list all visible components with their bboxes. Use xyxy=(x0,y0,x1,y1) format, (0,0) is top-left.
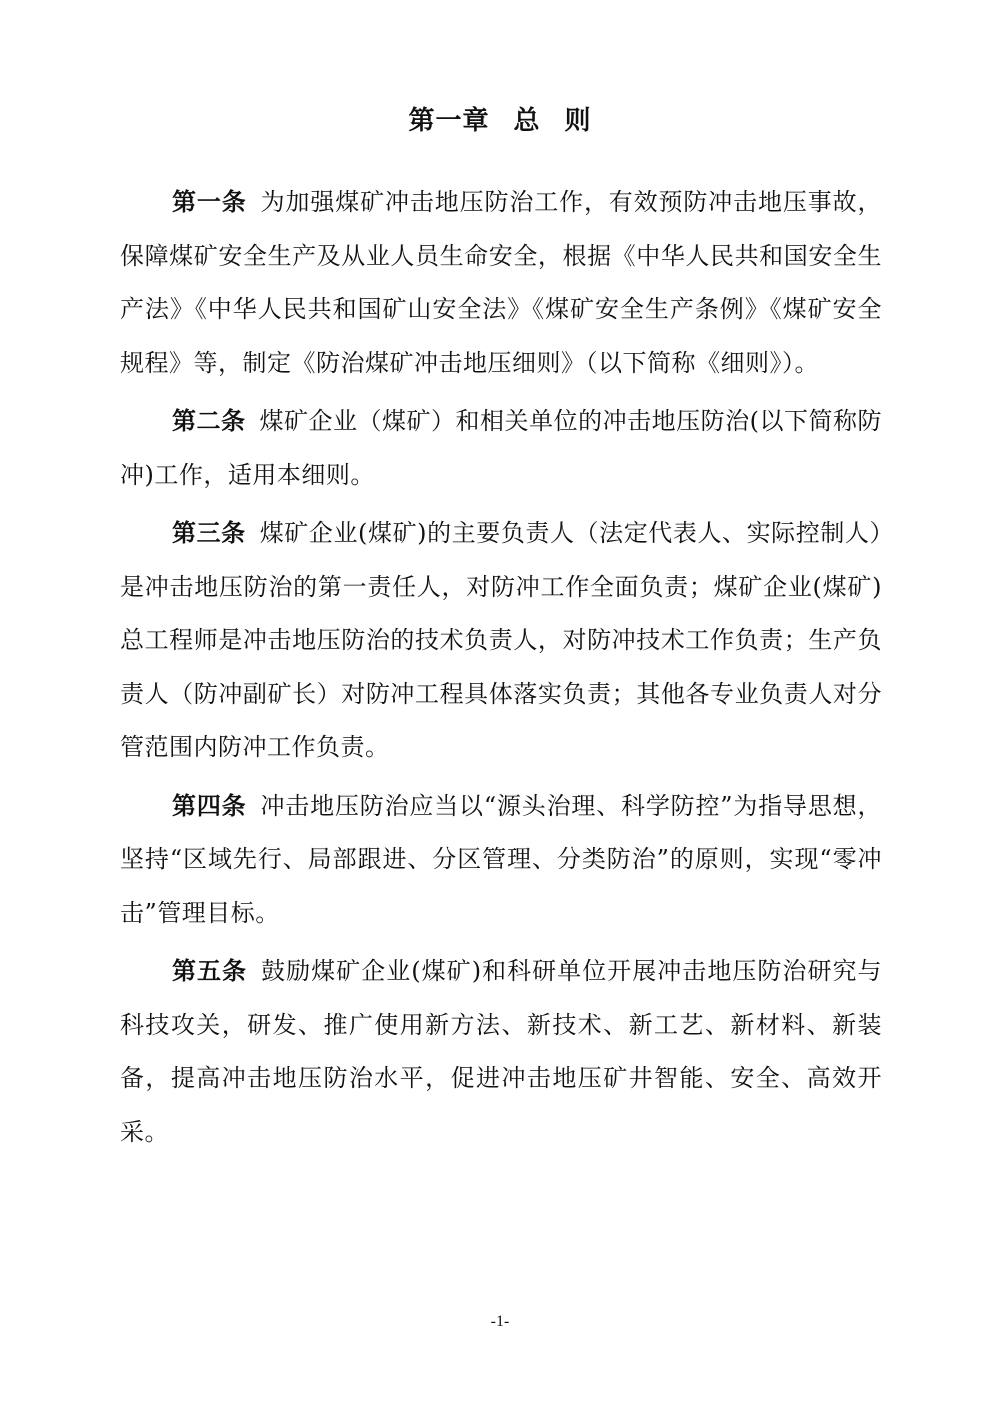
article-text: 鼓励煤矿企业(煤矿)和科研单位开展冲击地压防治研究与科技攻关，研发、推广使用新方法、新技术、新工艺、新材料、新装备，提高冲击地压防治水平，促进冲击地压矿井智能、安全、高效开采。 xyxy=(120,957,883,1146)
article-3 xyxy=(120,507,882,775)
article-text: 为加强煤矿冲击地压防治工作，有效预防冲击地压事故，保障煤矿安全生产及从业人员生命安全，根据《中华人民共和国安全生产法》《中华人民共和国矿山安全法》《煤矿安全生产条例》《煤矿安全规程》等，制定《防治煤矿冲击地压细则》（以下简称《细则》）。 xyxy=(120,188,883,377)
article-5 xyxy=(120,945,882,1159)
article-label: 第一条 xyxy=(172,188,247,216)
article-4 xyxy=(120,780,882,941)
article-text: 冲击地压防治应当以“源头治理、科学防控”为指导思想，坚持“区域先行、局部跟进、分区管理、分类防治”的原则，实现“零冲击”管理目标。 xyxy=(120,791,882,927)
article-label: 第五条 xyxy=(172,957,248,985)
article-label: 第二条 xyxy=(172,407,246,435)
article-1 xyxy=(120,176,882,390)
article-text: 煤矿企业（煤矿）和相关单位的冲击地压防治(以下简称防冲)工作，适用本细则。 xyxy=(120,407,882,489)
article-label: 第三条 xyxy=(172,519,246,547)
article-2 xyxy=(120,395,882,502)
chapter-title: 第一章 总 则 xyxy=(408,106,592,136)
page-number: -1- xyxy=(490,1313,510,1330)
article-text: 煤矿企业(煤矿)的主要负责人（法定代表人、实际控制人）是冲击地压防治的第一责任人，对防冲工作全面负责；煤矿企业(煤矿)总工程师是冲击地压防治的技术负责人，对防冲技术工作负责；生产负责人（防冲副矿长）对防冲工程具体落实负责；其他各专业负责人对分管范围内防冲工作负责。 xyxy=(120,519,882,761)
article-label: 第四条 xyxy=(172,791,247,820)
article-list xyxy=(120,176,882,1164)
